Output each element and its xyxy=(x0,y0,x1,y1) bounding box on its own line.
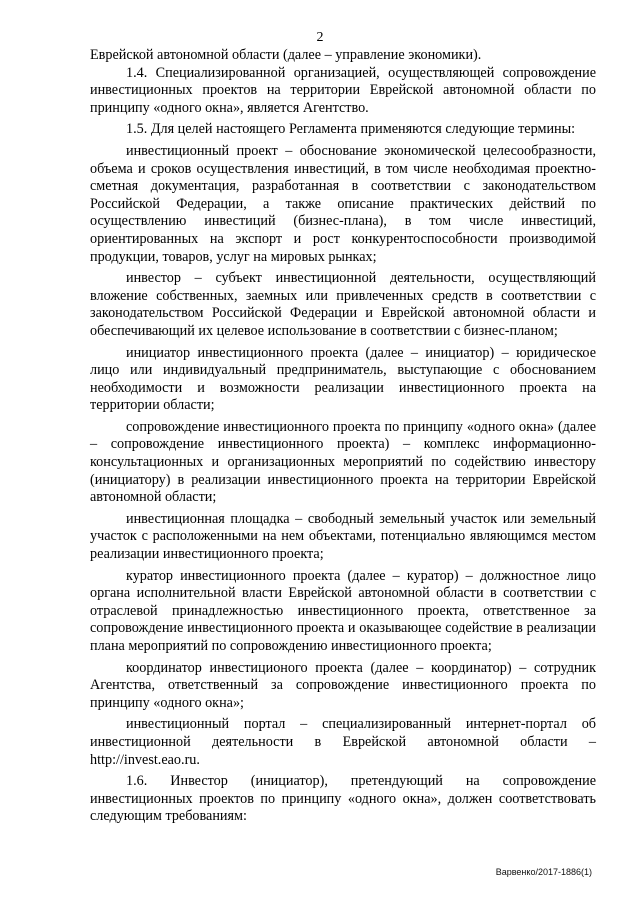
term-one-window-support: сопровождение инвестиционного проекта по принципу «одного окна» (далее – сопровождение инвестиционного проекта) – комплекс информационно-консультационных и организационных мероприятий по содействию инвестору (инициатору) в реализации инвестиционного проекта на территории Еврейской автономной области; xyxy=(90,418,596,506)
paragraph-1-4: 1.4. Специализированной организацией, осуществляющей сопровождение инвестиционных проектов на территории Еврейской автономной области по принципу «одного окна», является Агентство. xyxy=(90,64,596,116)
term-curator: куратор инвестиционного проекта (далее – куратор) – должностное лицо органа исполнительной власти Еврейской автономной области в соответствии с отраслевой принадлежностью инвестиционного проекта, ответственное за сопровождение инвестиционного проекта и оказывающее содействие в реализации плана мероприятий по сопровождению инвестиционного проекта; xyxy=(90,567,596,654)
paragraph-1-5: 1.5. Для целей настоящего Регламента применяются следующие термины: xyxy=(126,121,576,138)
term-investment-site: инвестиционная площадка – свободный земельный участок или земельный участок с расположенными на нем объектами, потенциально являющимся местом реализации инвестиционного проекта; xyxy=(90,510,596,563)
document-body xyxy=(90,47,596,826)
term-investment-portal: инвестиционный портал – специализированный интернет-портал об инвестиционной деятельности в Еврейской автономной области – http://invest.eao.ru. xyxy=(90,716,596,768)
paragraph-1-6: 1.6. Инвестор (инициатор), претендующий на сопровождение инвестиционных проектов по принципу «одного окна», должен соответствовать следующим требованиям: xyxy=(90,773,596,825)
document-footer-code: Варвенко/2017-1886(1) xyxy=(495,867,592,877)
term-investment-project: инвестиционный проект – обоснование экономической целесообразности, объема и сроков осуществления инвестиций, в том числе необходимая проектно-сметная документация, разработанная в соответствии с законодательством Российской Федерации, а также описание практических действий по осуществлению инвестиций (бизнес-плана), в том числе инвестиций, ориентированных на экспорт и рост конкурентоспособности производимой продукции, товаров, услуг на мировых рынках; xyxy=(90,142,596,265)
term-coordinator: координатор инвестиционого проекта (далее – координатор) – сотрудник Агентства, ответственный за сопровождение инвестиционного проекта по принципу «одного окна»; xyxy=(90,659,596,711)
term-investor: инвестор – субъект инвестиционной деятельности, осуществляющий вложение собственных, заемных или привлеченных средств в соответствии с законодательством Российской Федерации и Еврейской автономной области и обеспечивающий их целевое использование в соответствии с бизнес-планом; xyxy=(90,270,596,339)
term-initiator: инициатор инвестиционного проекта (далее – инициатор) – юридическое лицо или индивидуальный предприниматель, выступающие с обоснованием необходимости и возможности реализации инвестиционного проекта на территории области; xyxy=(90,344,596,414)
page-number: 2 xyxy=(316,30,324,45)
paragraph-continuation: Еврейской автономной области (далее – управление экономики). xyxy=(90,47,482,63)
